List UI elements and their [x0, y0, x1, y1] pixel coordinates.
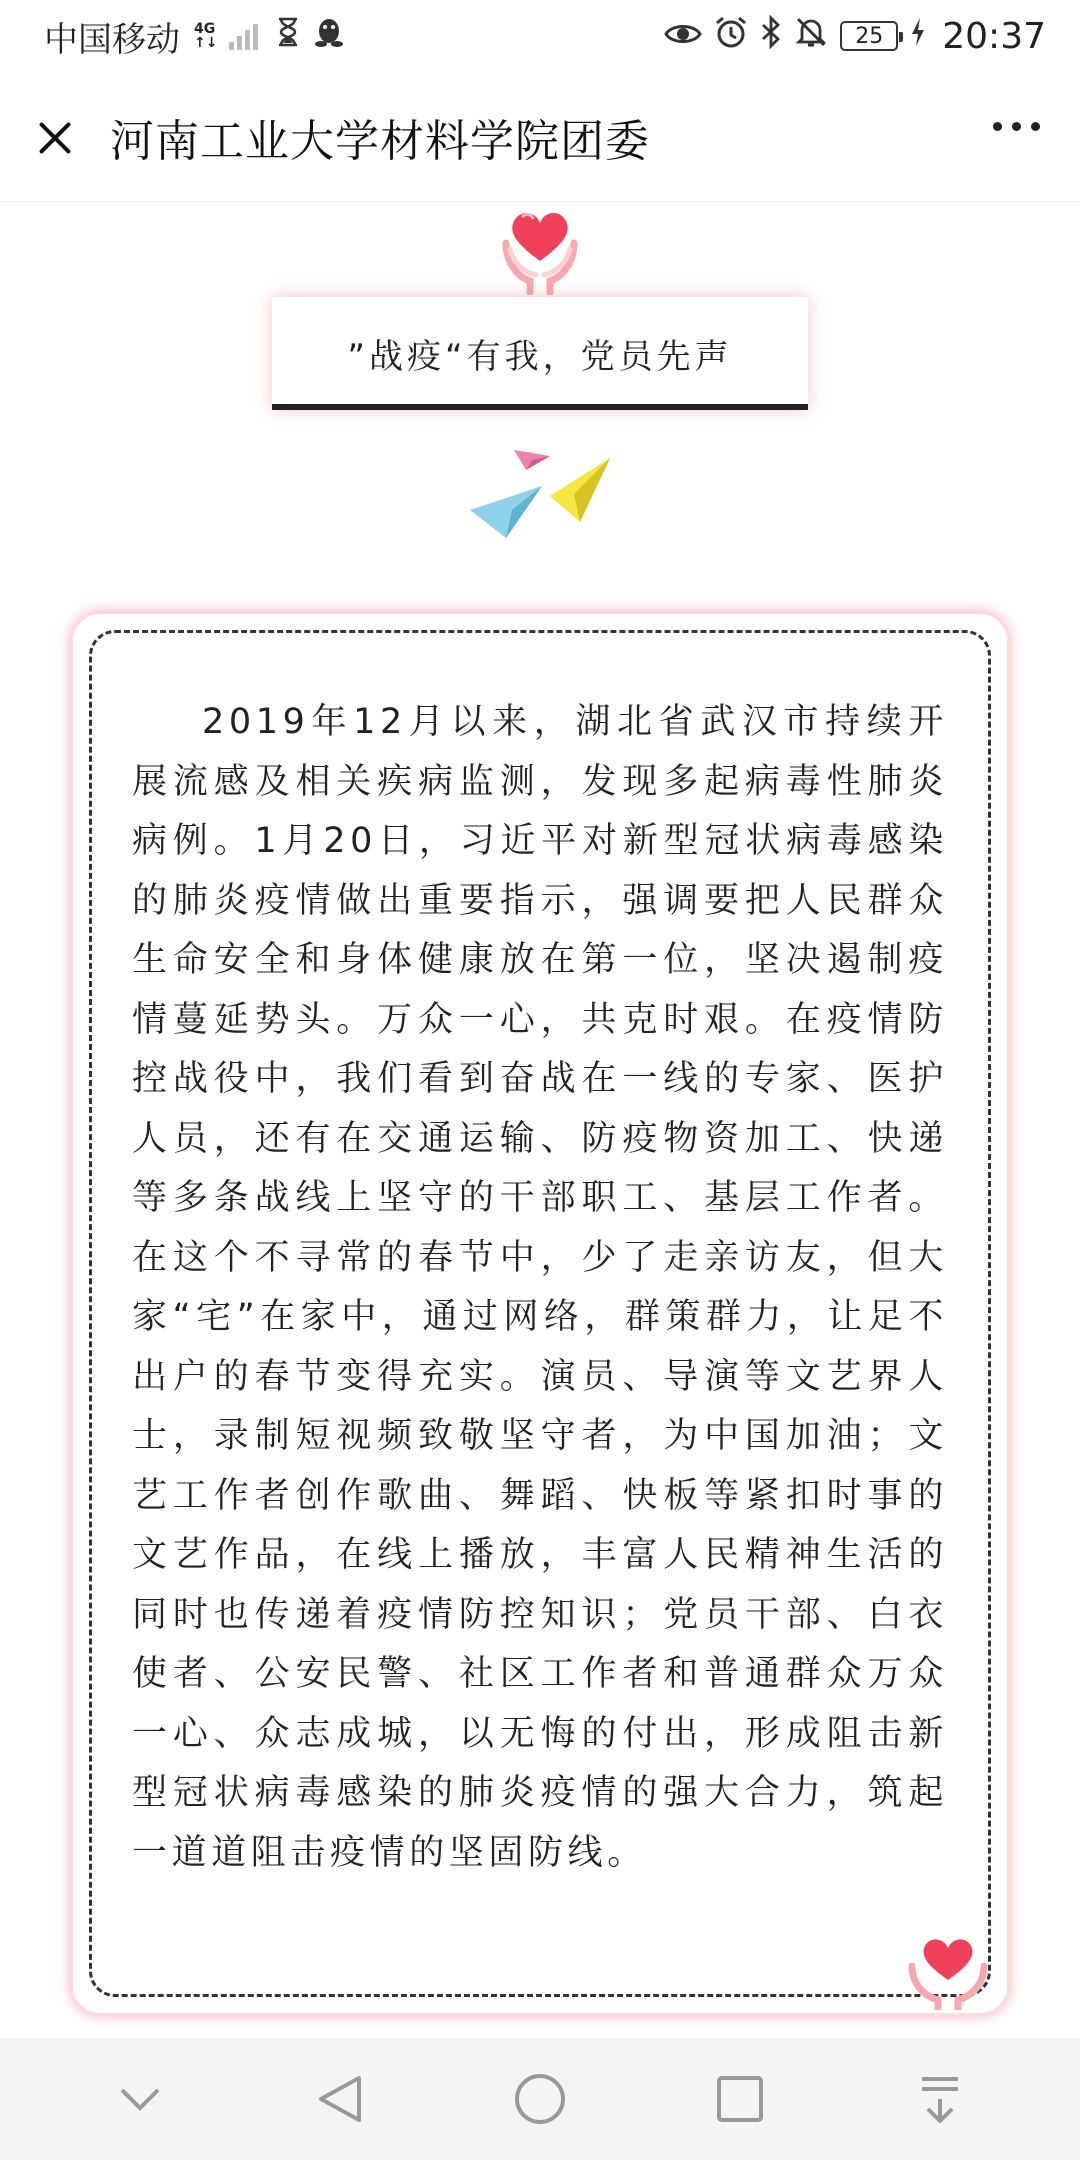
hourglass-icon: [276, 16, 300, 56]
article-body: 2019年12月以来，湖北省武汉市持续开展流感及相关疾病监测，发现多起病毒性肺炎病例。1月20日，习近平对新型冠状病毒感染的肺炎疫情做出重要指示，强调要把人民群众生命安全和身体健康放在第一位，坚决遏制疫情蔓延势头。万众一心，共克时艰。在疫情防控战役中，我们看到奋战在一线的专家、医护人员，还有在交通运输、防疫物资加工、快递等多条战线上坚守的干部职工、基层工作者。在这个不寻常的春节中，少了走亲访友，但大家“宅”在家中，通过网络，群策群力，让足不出户的春节变得充实。演员、导演等文艺界人士，录制短视频致敬坚守者，为中国加油；文艺工作者创作歌曲、舞蹈、快板等紧扣时事的文艺作品，在线上播放，丰富人民精神生活的同时也传递着疫情防控知识；党员干部、白衣使者、公安民警、社区工作者和普通群众万众一心、众志成城，以无悔的付出，形成阻击新型冠状病毒感染的肺炎疫情的强大合力，筑起一道道阻击疫情的坚固防线。: [132, 702, 948, 1873]
article-card: [70, 611, 1010, 2016]
status-left: [44, 12, 346, 61]
page-title: 河南工业大学材料学院团委: [110, 115, 650, 167]
chevron-down-icon[interactable]: [100, 2059, 180, 2139]
system-nav-bar: [0, 2038, 1080, 2160]
close-icon[interactable]: [0, 72, 110, 202]
article-heading: ”战疫“有我，党员先声: [272, 297, 808, 409]
carrier-label: 中国移动: [44, 19, 180, 60]
hands-heart-icon: [500, 203, 580, 295]
pull-down-icon[interactable]: [900, 2059, 980, 2139]
recents-icon[interactable]: [700, 2059, 780, 2139]
back-icon[interactable]: [300, 2059, 380, 2139]
charging-icon: [910, 16, 926, 56]
network-type-label: 4G: [194, 21, 216, 37]
home-icon[interactable]: [500, 2059, 580, 2139]
eye-icon: [664, 16, 702, 56]
alarm-icon: [714, 15, 748, 58]
article-card-dashed-border: [89, 630, 991, 1997]
status-bar: [0, 0, 1080, 72]
bluetooth-icon: [760, 15, 782, 58]
heading-underline: [272, 404, 808, 410]
status-right: [664, 15, 1046, 58]
paper-planes-icon: [470, 448, 610, 548]
more-icon[interactable]: [993, 122, 1040, 131]
article-content: [0, 203, 1080, 2038]
title-bar: [0, 72, 1080, 202]
mute-icon: [794, 15, 828, 58]
hands-heart-icon: [908, 1930, 988, 2010]
battery-indicator: [840, 21, 898, 51]
clock: 20:37: [942, 15, 1046, 57]
qq-penguin-icon: [312, 15, 346, 58]
signal-icon: [229, 22, 258, 50]
battery-level: 25: [855, 23, 884, 49]
network-type: [194, 22, 217, 50]
network-activity-label: ↑↓: [194, 35, 218, 51]
